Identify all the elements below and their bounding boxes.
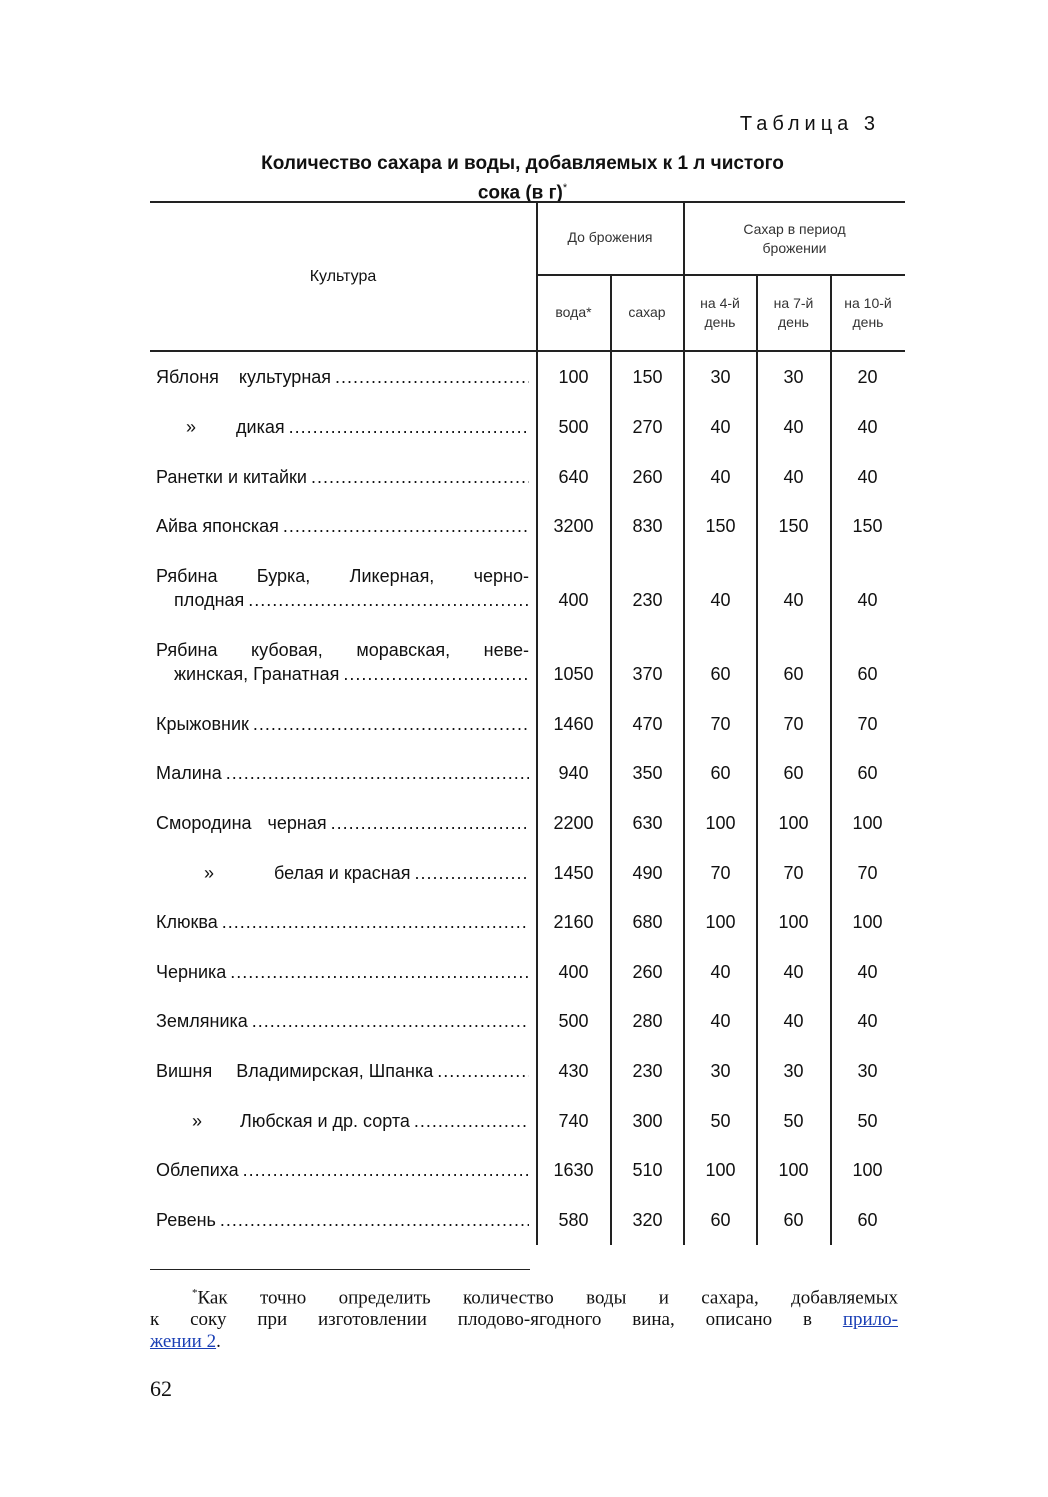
cell-water: 400: [558, 590, 589, 610]
header-day-4-line-1: на 4-й: [700, 295, 740, 311]
cell-day-10: 100: [852, 1160, 883, 1180]
row-name: Черника: [156, 962, 227, 982]
cell-water: 3200: [553, 516, 594, 536]
row-name-detail: Владимирская, Шпанка: [236, 1061, 434, 1081]
cell-sugar: 230: [632, 1061, 663, 1081]
cell-day-7: 50: [783, 1111, 804, 1131]
cell-sugar: 320: [632, 1210, 663, 1230]
cell-day-4: 40: [710, 417, 731, 437]
cell-day-7: 60: [783, 664, 804, 684]
cell-day-7: 150: [778, 516, 809, 536]
header-day-4-line-2: день: [704, 314, 736, 330]
cell-day-10: 40: [857, 467, 878, 487]
cell-sugar: 270: [632, 417, 663, 437]
appendix-link-continued[interactable]: жении 2: [150, 1331, 217, 1353]
cell-day-7: 40: [783, 1011, 804, 1031]
footnote-mark: *: [192, 1287, 198, 1299]
cell-water: 400: [558, 962, 589, 982]
cell-day-7: 100: [778, 813, 809, 833]
header-water: вода*: [555, 304, 592, 320]
cell-sugar: 490: [632, 863, 663, 883]
cell-day-4: 40: [710, 962, 731, 982]
cell-day-10: 40: [857, 417, 878, 437]
row-name: Ревень: [156, 1210, 216, 1230]
table-top-rule: [150, 201, 905, 203]
header-crop: Культура: [309, 268, 377, 285]
cell-water: 740: [558, 1111, 589, 1131]
cell-sugar: 350: [632, 763, 663, 783]
cell-day-7: 40: [783, 590, 804, 610]
cell-day-4: 60: [710, 1210, 731, 1230]
header-during-line-1: Сахар в период: [743, 221, 846, 237]
cell-water: 100: [558, 367, 589, 387]
footnote-end: .: [216, 1331, 221, 1353]
cell-sugar: 260: [632, 467, 663, 487]
title-line-1: Количество сахара и воды, добавляемых к 1 л чистого: [261, 153, 784, 174]
cell-water: 940: [558, 763, 589, 783]
cell-sugar: 830: [632, 516, 663, 536]
cell-water: 1630: [553, 1160, 594, 1180]
footnote-text-1: Как точно определить количество воды и сахара, добавляемых: [197, 1287, 898, 1309]
row-name: Клюква: [156, 912, 218, 932]
cell-day-7: 100: [778, 912, 809, 932]
cell-sugar: 150: [632, 367, 663, 387]
row-name: Яблоня: [156, 367, 219, 387]
header-day-10-line-2: день: [852, 314, 884, 330]
cell-day-7: 70: [783, 863, 804, 883]
header-day-7: [757, 294, 830, 332]
cell-day-10: 70: [857, 863, 878, 883]
cell-sugar: 300: [632, 1111, 663, 1131]
cell-day-10: 100: [852, 813, 883, 833]
cell-sugar: 260: [632, 962, 663, 982]
cell-day-7: 40: [783, 417, 804, 437]
cell-day-10: 50: [857, 1111, 878, 1131]
cell-water: 430: [558, 1061, 589, 1081]
row-name-detail: дикая: [236, 417, 285, 437]
cell-day-10: 100: [852, 912, 883, 932]
header-day-7-line-1: на 7-й: [773, 295, 814, 311]
cell-water: 1450: [553, 863, 594, 883]
cell-day-7: 40: [783, 467, 804, 487]
row-name-detail: Любская и др. сорта: [240, 1111, 410, 1131]
cell-water: 1050: [553, 664, 594, 684]
header-mid-rule: [537, 274, 905, 276]
cell-day-10: 20: [857, 367, 878, 387]
row-name: Облепиха: [156, 1160, 239, 1180]
table-title: [150, 152, 895, 205]
cell-day-4: 40: [710, 590, 731, 610]
header-bottom-rule: [150, 350, 905, 352]
row-name: Малина: [156, 763, 222, 783]
cell-day-10: 40: [857, 590, 878, 610]
cell-day-10: 70: [857, 714, 878, 734]
row-name: плодная: [174, 590, 245, 610]
cell-day-4: 100: [705, 813, 736, 833]
cell-water: 2200: [553, 813, 594, 833]
cell-day-4: 100: [705, 1160, 736, 1180]
cell-day-10: 150: [852, 516, 883, 536]
cell-day-10: 60: [857, 664, 878, 684]
row-name-line-1: Рябина кубовая, моравская, неве-: [156, 640, 529, 660]
row-name-detail: черная: [267, 813, 327, 833]
header-before-fermentation: До брожения: [567, 229, 653, 245]
cell-water: 640: [558, 467, 589, 487]
cell-day-4: 150: [705, 516, 736, 536]
row-name: »: [204, 863, 215, 883]
row-name-detail: культурная: [238, 367, 332, 387]
cell-day-4: 50: [710, 1111, 731, 1131]
cell-water: 1460: [553, 714, 594, 734]
header-sugar: сахар: [628, 304, 666, 320]
row-name: »: [186, 417, 197, 437]
cell-sugar: 280: [632, 1011, 663, 1031]
page-number: 62: [150, 1376, 172, 1401]
cell-day-7: 70: [783, 714, 804, 734]
row-name: Земляника: [156, 1011, 248, 1031]
cell-day-10: 60: [857, 763, 878, 783]
table-label: Таблица 3: [739, 113, 880, 135]
footnote-text-2: к соку при изготовлении плодово-ягодного вина, описано в: [150, 1309, 812, 1331]
cell-day-4: 70: [710, 863, 731, 883]
row-name: жинская, Гранатная: [174, 664, 340, 684]
footnote-rule: [150, 1269, 530, 1270]
cell-water: 580: [558, 1210, 589, 1230]
row-name: Смородина: [156, 813, 252, 833]
cell-sugar: 630: [632, 813, 663, 833]
cell-day-4: 30: [710, 367, 731, 387]
cell-day-10: 30: [857, 1061, 878, 1081]
row-name: Ранетки и китайки: [156, 467, 307, 487]
cell-water: 500: [558, 417, 589, 437]
cell-day-4: 70: [710, 714, 731, 734]
footnote-line-3: [150, 1331, 221, 1352]
cell-day-4: 30: [710, 1061, 731, 1081]
footnote-line-2: [150, 1309, 898, 1331]
row-name-line-1: Рябина Бурка, Ликерная, черно-: [156, 566, 529, 586]
cell-day-4: 60: [710, 664, 731, 684]
header-during-fermentation: [684, 220, 905, 258]
header-day-10-line-1: на 10-й: [844, 295, 892, 311]
cell-sugar: 230: [632, 590, 663, 610]
cell-day-7: 40: [783, 962, 804, 982]
header-day-10: [831, 294, 905, 332]
row-name: Вишня: [156, 1061, 213, 1081]
cell-day-4: 100: [705, 912, 736, 932]
header-day-4: [684, 294, 756, 332]
header-during-line-2: брожении: [762, 240, 827, 256]
footnote: [150, 1282, 898, 1353]
cell-day-4: 60: [710, 763, 731, 783]
cell-day-7: 100: [778, 1160, 809, 1180]
cell-day-10: 60: [857, 1210, 878, 1230]
cell-day-7: 30: [783, 1061, 804, 1081]
cell-day-10: 40: [857, 962, 878, 982]
title-line-2-text: сока (в г): [477, 182, 563, 204]
cell-day-4: 40: [710, 467, 731, 487]
row-name: Айва японская: [156, 516, 279, 536]
cell-day-7: 60: [783, 763, 804, 783]
header-day-7-line-2: день: [778, 314, 809, 330]
cell-water: 2160: [553, 912, 594, 932]
cell-sugar: 470: [632, 714, 663, 734]
appendix-link[interactable]: прило-: [842, 1309, 898, 1331]
row-name-detail: белая и красная: [274, 863, 411, 883]
footnote-line-1: [150, 1282, 898, 1309]
cell-day-10: 40: [857, 1011, 878, 1031]
title-footnote-mark: *: [562, 182, 568, 194]
row-name: »: [192, 1111, 203, 1131]
cell-water: 500: [558, 1011, 589, 1031]
cell-day-7: 60: [783, 1210, 804, 1230]
cell-day-4: 40: [710, 1011, 731, 1031]
cell-sugar: 680: [632, 912, 663, 932]
row-name: Крыжовник: [156, 714, 249, 734]
cell-sugar: 370: [632, 664, 663, 684]
cell-day-7: 30: [783, 367, 804, 387]
cell-sugar: 510: [632, 1160, 663, 1180]
